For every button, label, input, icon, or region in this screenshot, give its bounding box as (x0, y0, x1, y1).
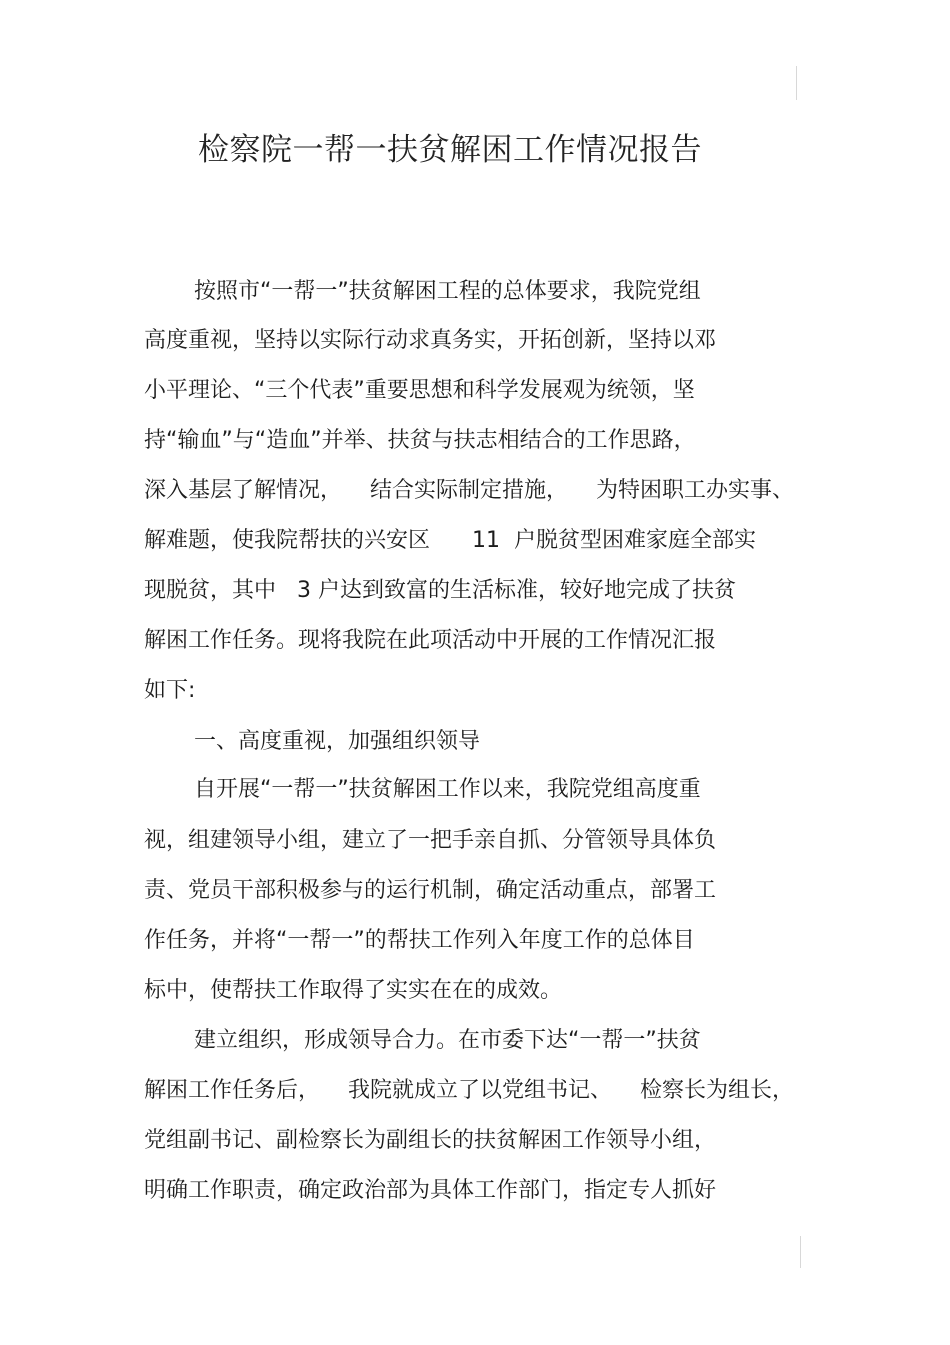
body-line: 明确工作职责，确定政治部为具体工作部门，指定专人抓好 (144, 1178, 717, 1203)
body-line: 高度重视，坚持以实际行动求真务实，开拓创新，坚持以邓 (144, 328, 717, 353)
body-line: 小平理论、“三个代表”重要思想和科学发展观为统领，坚 (144, 378, 695, 403)
page-edge-mark (796, 66, 797, 100)
body-line: 责、党员干部积极参与的运行机制，确定活动重点，部署工 (144, 878, 717, 903)
body-line: 自开展“一帮一”扶贫解困工作以来，我院党组高度重 (194, 777, 701, 802)
section-heading: 一、高度重视，加强组织领导 (194, 729, 481, 754)
body-line: 标中，使帮扶工作取得了实实在在的成效。 (144, 978, 563, 1003)
document-title: 检察院一帮一扶贫解困工作情况报告 (198, 132, 702, 168)
body-line: 解困工作任务后， 我院就成立了以党组书记、 检察长为组长， (144, 1078, 794, 1103)
body-line: 作任务，并将“一帮一”的帮扶工作列入年度工作的总体目 (144, 928, 695, 953)
page-edge-mark (800, 1236, 801, 1268)
body-line: 现脱贫，其中 3 户达到致富的生活标准，较好地完成了扶贫 (144, 578, 736, 603)
body-line: 党组副书记、副检察长为副组长的扶贫解困工作领导小组， (144, 1128, 717, 1153)
body-line: 解难题，使我院帮扶的兴安区 11 户脱贫型困难家庭全部实 (144, 528, 756, 553)
body-line: 深入基层了解情况， 结合实际制定措施， 为特困职工办实事、 (144, 478, 794, 503)
body-line: 解困工作任务。现将我院在此项活动中开展的工作情况汇报 (144, 628, 717, 653)
body-line: 持“输血”与“造血”并举、扶贫与扶志相结合的工作思路， (144, 428, 696, 453)
body-line: 按照市“一帮一”扶贫解困工程的总体要求，我院党组 (194, 279, 701, 304)
body-line: 如下: (144, 678, 196, 703)
body-line: 视，组建领导小组，建立了一把手亲自抓、分管领导具体负 (144, 828, 717, 853)
body-line: 建立组织，形成领导合力。在市委下达“一帮一”扶贫 (194, 1028, 701, 1053)
